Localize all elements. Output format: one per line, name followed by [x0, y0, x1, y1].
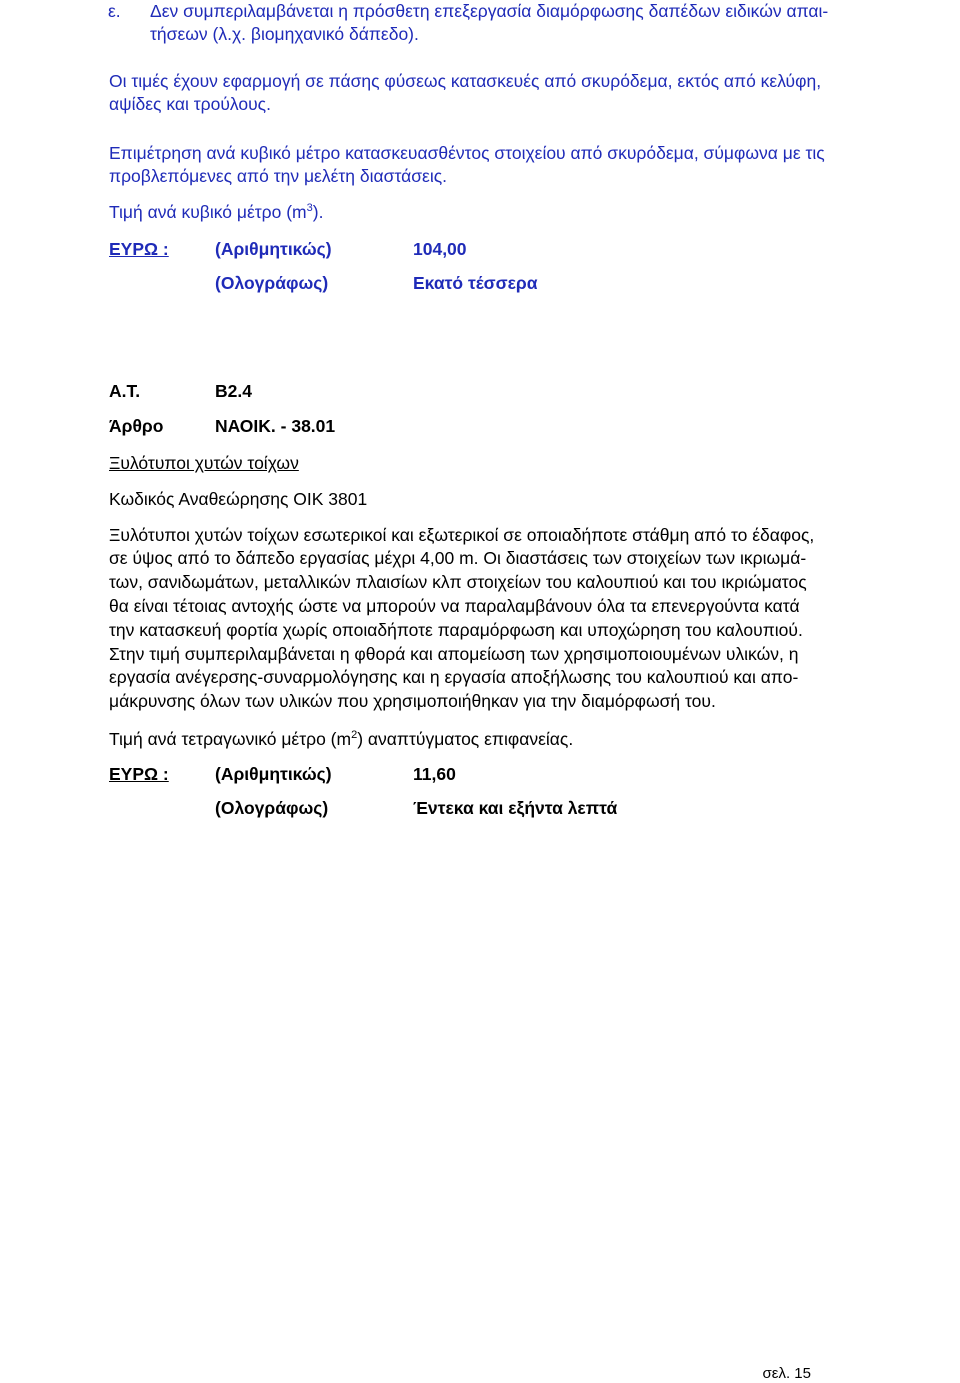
body-line: την κατασκευή φορτία χωρίς οποιαδήποτε παραμόρφωση και υποχώρηση του καλουπιού.: [109, 620, 803, 640]
list-item-marker: ε.: [108, 1, 121, 21]
paragraph-line: Οι τιμές έχουν εφαρμογή σε πάσης φύσεως κατασκευές από σκυρόδεμα, εκτός από κελύφη,: [109, 71, 822, 91]
arthro-label: Άρθρο: [109, 416, 164, 436]
list-item-text-line: τήσεων (λ.χ. βιομηχανικό δάπεδο).: [150, 24, 419, 44]
body-line: εργασία ανέγερσης-συναρμολόγησης και η εργασία αποξήλωσης του καλουπιού και απο-: [109, 667, 799, 687]
unit-text-end: ).: [312, 202, 324, 222]
list-item-text-line: Δεν συμπεριλαμβάνεται η πρόσθετη επεξεργασία διαμόρφωσης δαπέδων ειδικών απαι-: [150, 1, 829, 21]
numeric-label: (Αριθμητικώς): [215, 764, 332, 784]
page-number: σελ. 15: [762, 1365, 811, 1382]
unit-text-end: ) αναπτύγματος επιφανείας.: [357, 729, 574, 749]
paragraph-line: αψίδες και τρούλους.: [109, 94, 271, 114]
at-value: Β2.4: [215, 381, 252, 401]
unit-price-note: [109, 728, 573, 750]
revision-code: Κωδικός Αναθεώρησης ΟΙΚ 3801: [109, 489, 368, 509]
words-value: Εκατό τέσσερα: [413, 273, 538, 293]
currency-label: ΕΥΡΩ :: [109, 764, 169, 784]
paragraph-line: προβλεπόμενες από την μελέτη διαστάσεις.: [109, 166, 448, 186]
arthro-value: ΝΑΟΙΚ. - 38.01: [215, 416, 336, 436]
body-line: θα είναι τέτοιας αντοχής ώστε να μπορούν να παραλαμβάνουν όλα τα επενεργούντα κατά: [109, 596, 800, 616]
words-label: (Ολογράφως): [215, 798, 329, 818]
at-label: Α.Τ.: [109, 381, 141, 401]
body-line: μάκρυνσης όλων των υλικών που χρησιμοποιήθηκαν για την διαμόρφωσή του.: [109, 691, 716, 711]
numeric-label: (Αριθμητικώς): [215, 239, 332, 259]
unit-superscript: 2: [351, 729, 358, 741]
unit-superscript: 3: [306, 202, 313, 214]
currency-label: ΕΥΡΩ :: [109, 239, 169, 259]
body-line: Στην τιμή συμπεριλαμβάνεται η φθορά και απομείωση των χρησιμοποιουμένων υλικών, η: [109, 644, 799, 664]
body-line: Ξυλότυποι χυτών τοίχων εσωτερικοί και εξωτερικοί σε οποιαδήποτε στάθμη από το έδαφος,: [109, 525, 815, 545]
article-title: Ξυλότυποι χυτών τοίχων: [109, 453, 299, 473]
body-line: των, σανιδωμάτων, μεταλλικών πλαισίων κλπ στοιχείων του καλουπιού και του ικριώματος: [109, 572, 807, 592]
paragraph-line: Επιμέτρηση ανά κυβικό μέτρο κατασκευασθέντος στοιχείου από σκυρόδεμα, σύμφωνα με τις: [109, 143, 825, 163]
unit-price-note: [109, 201, 323, 223]
unit-text: Τιμή ανά κυβικό μέτρο (m: [109, 202, 307, 222]
unit-text: Τιμή ανά τετραγωνικό μέτρο (m: [109, 729, 352, 749]
numeric-value: 11,60: [413, 764, 456, 784]
words-value: Έντεκα και εξήντα λεπτά: [413, 798, 618, 818]
numeric-value: 104,00: [413, 239, 467, 259]
words-label: (Ολογράφως): [215, 273, 329, 293]
body-line: σε ύψος από το δάπεδο εργασίας μέχρι 4,00 m. Οι διαστάσεις των στοιχείων των ικριωμά-: [109, 548, 807, 568]
